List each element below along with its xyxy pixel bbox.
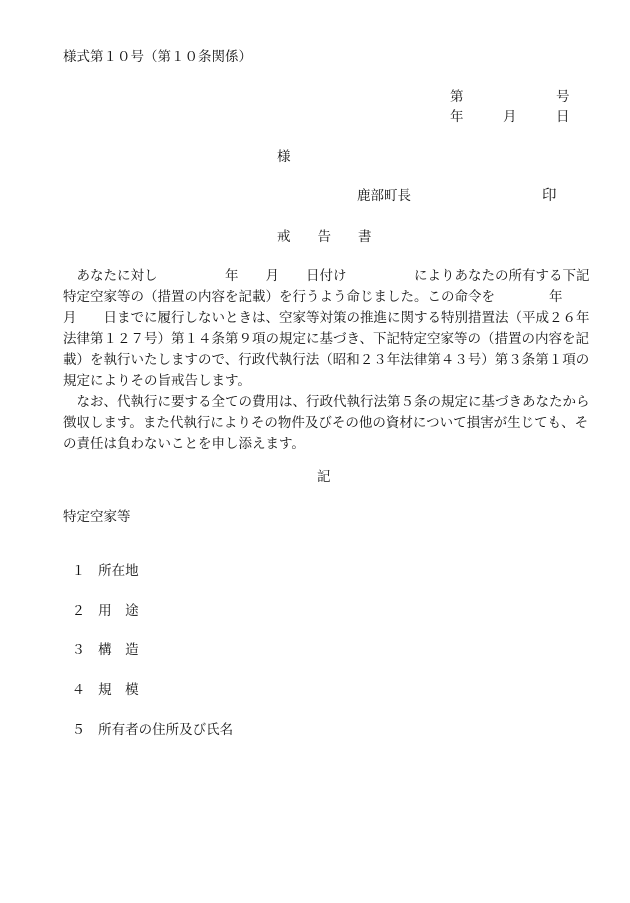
item-number: ２ [71, 602, 86, 619]
date-month-label: 月 [503, 109, 517, 125]
body-line: 載）を執行いたしますので、行政代執行法（昭和２３年法律第４３号）第３条第１項の [63, 352, 590, 368]
date-day-label: 日 [556, 109, 570, 125]
item-number: ５ [71, 721, 86, 738]
seal-mark: 印 [542, 188, 557, 204]
document-number-suffix: 号 [556, 89, 570, 105]
item-label: 用 途 [98, 602, 139, 619]
body-line: あなたに対し 年 月 日付け によりあなたの所有する下記 [63, 268, 590, 284]
body-paragraph [63, 266, 590, 455]
body-line: 徴収します。また代執行によりその物件及びその他の資材について損害が生じても、そ [63, 415, 589, 431]
body-line: なお、代執行に要する全ての費用は、行政代執行法第５条の規定に基づきあなたから [63, 394, 590, 410]
document-number-prefix: 第 [450, 89, 464, 105]
item-number: １ [71, 562, 86, 579]
date-year-label: 年 [450, 109, 464, 125]
list-item [63, 551, 139, 578]
list-item [63, 670, 139, 697]
item-label: 所在地 [98, 562, 139, 579]
item-number: ４ [71, 681, 86, 698]
section-title: 特定空家等 [63, 509, 131, 525]
body-line: 特定空家等の（措置の内容を記載）を行うよう命じました。この命令を 年 [63, 289, 563, 305]
list-item [63, 710, 233, 737]
item-label: 所有者の住所及び氏名 [98, 721, 234, 738]
addressee-suffix: 様 [277, 149, 291, 165]
sender-name: 鹿部町長 [357, 188, 411, 204]
form-label: 様式第１０号（第１０条関係） [63, 49, 252, 65]
body-line: 法律第１２７号）第１４条第９項の規定に基づき、下記特定空家等の（措置の内容を記 [63, 331, 589, 347]
item-label: 構 造 [98, 641, 139, 658]
body-line: 月 日までに履行しないときは、空家等対策の推進に関する特別措置法（平成２６年 [63, 310, 590, 326]
item-label: 規 模 [98, 681, 139, 698]
ki-heading: 記 [317, 469, 331, 485]
item-number: ３ [71, 641, 86, 658]
body-line: の責任は負わないことを申し添えます。 [63, 436, 305, 452]
body-line: 規定によりその旨戒告します。 [63, 373, 251, 389]
list-item [63, 630, 139, 657]
document-title: 戒 告 書 [277, 229, 372, 245]
list-item [63, 591, 139, 618]
